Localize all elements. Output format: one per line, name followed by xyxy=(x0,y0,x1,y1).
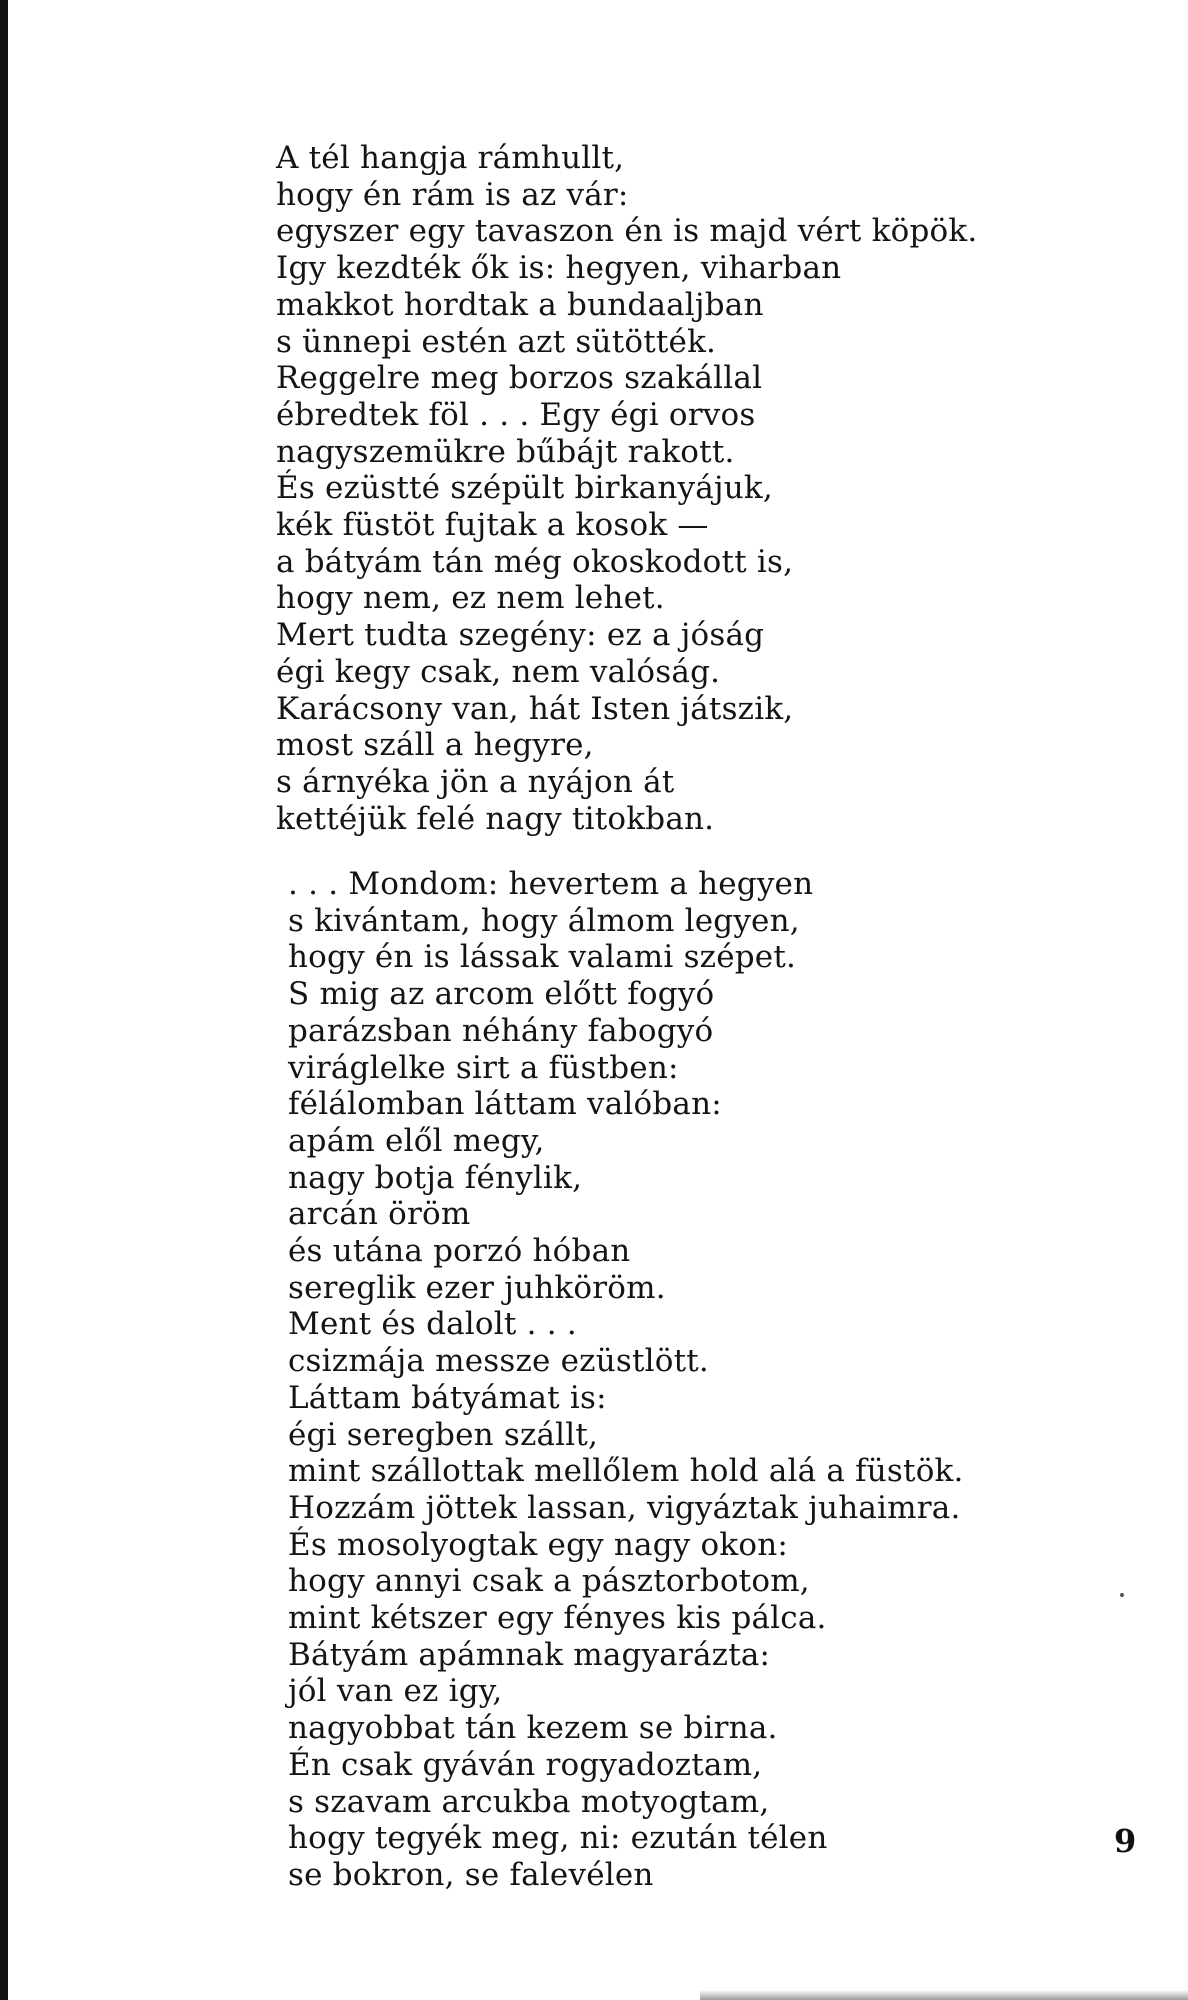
poem-line: egyszer egy tavaszon én is majd vért köpök. xyxy=(276,213,978,250)
poem-line: és utána porzó hóban xyxy=(288,1233,631,1270)
poem-line: ébredtek föl . . . Egy égi orvos xyxy=(276,396,756,433)
poem-stanza-1 xyxy=(276,140,1036,837)
poem-line: Bátyám apámnak magyarázta: xyxy=(288,1636,771,1673)
poem-line: makkot hordtak a bundaaljban xyxy=(276,286,764,323)
poem-line: . . . Mondom: hevertem a hegyen xyxy=(288,866,814,902)
poem-line: Reggelre meg borzos szakállal xyxy=(276,360,763,397)
poem-line: mint szállottak mellőlem hold alá a füstök. xyxy=(288,1453,964,1490)
poem-line: Ment és dalolt . . . xyxy=(288,1306,577,1343)
poem-line: Igy kezdték ők is: hegyen, viharban xyxy=(276,250,842,287)
poem-line: hogy én is lássak valami szépet. xyxy=(288,939,797,976)
poem-line: nagyszemükre bűbájt rakott. xyxy=(276,433,735,470)
poem-line: És ezüstté szépült birkanyájuk, xyxy=(276,470,773,507)
poem-line: félálomban láttam valóban: xyxy=(288,1086,722,1123)
poem-line: parázsban néhány fabogyó xyxy=(288,1012,714,1049)
poem-line: kék füstöt fujtak a kosok — xyxy=(276,507,709,544)
page-number: 9 xyxy=(1114,1822,1137,1860)
scan-speck xyxy=(1120,1593,1124,1597)
scan-bottom-shadow xyxy=(700,1990,1188,2000)
poem-line: Karácsony van, hát Isten játszik, xyxy=(276,690,794,727)
poem-line: mint kétszer egy fényes kis pálca. xyxy=(288,1600,827,1637)
poem-line: S mig az arcom előtt fogyó xyxy=(288,976,715,1013)
poem-line: égi seregben szállt, xyxy=(288,1416,599,1453)
poem-line: se bokron, se falevélen xyxy=(288,1856,654,1893)
poem-line: Láttam bátyámat is: xyxy=(288,1379,607,1416)
poem-line: s árnyéka jön a nyájon át xyxy=(276,763,675,800)
poem-line: viráglelke sirt a füstben: xyxy=(288,1049,679,1086)
poem-line: A tél hangja rámhullt, xyxy=(276,140,625,176)
poem-line: arcán öröm xyxy=(288,1196,471,1233)
poem-line: nagy botja fénylik, xyxy=(288,1159,583,1196)
poem-line: égi kegy csak, nem valóság. xyxy=(276,653,721,690)
poem-line: És mosolyogtak egy nagy okon: xyxy=(288,1526,789,1563)
poem-line: jól van ez igy, xyxy=(288,1673,503,1710)
poem-line: most száll a hegyre, xyxy=(276,727,594,764)
poem-line: hogy annyi csak a pásztorbotom, xyxy=(288,1563,810,1600)
poem-line: hogy nem, ez nem lehet. xyxy=(276,580,665,617)
poem-line: a bátyám tán még okoskodott is, xyxy=(276,543,794,580)
poem-stanza-2 xyxy=(288,866,1048,1894)
poem-line: sereglik ezer juhköröm. xyxy=(288,1269,666,1306)
poem-line: kettéjük felé nagy titokban. xyxy=(276,800,715,837)
poem-line: hogy tegyék meg, ni: ezután télen xyxy=(288,1820,828,1857)
poem-line: apám elől megy, xyxy=(288,1122,545,1159)
poem-line: Hozzám jöttek lassan, vigyáztak juhaimra. xyxy=(288,1489,961,1526)
poem-line: nagyobbat tán kezem se birna. xyxy=(288,1710,778,1747)
poem-line: Én csak gyáván rogyadoztam, xyxy=(288,1746,763,1783)
poem-line: s ünnepi estén azt sütötték. xyxy=(276,323,717,360)
poem-line: s szavam arcukba motyogtam, xyxy=(288,1783,770,1820)
poem-line: Mert tudta szegény: ez a jóság xyxy=(276,617,765,654)
poem-line: hogy én rám is az vár: xyxy=(276,176,629,213)
scan-left-edge xyxy=(0,0,8,2000)
poem-line: s kivántam, hogy álmom legyen, xyxy=(288,902,800,939)
poem-line: csizmája messze ezüstlött. xyxy=(288,1343,709,1380)
